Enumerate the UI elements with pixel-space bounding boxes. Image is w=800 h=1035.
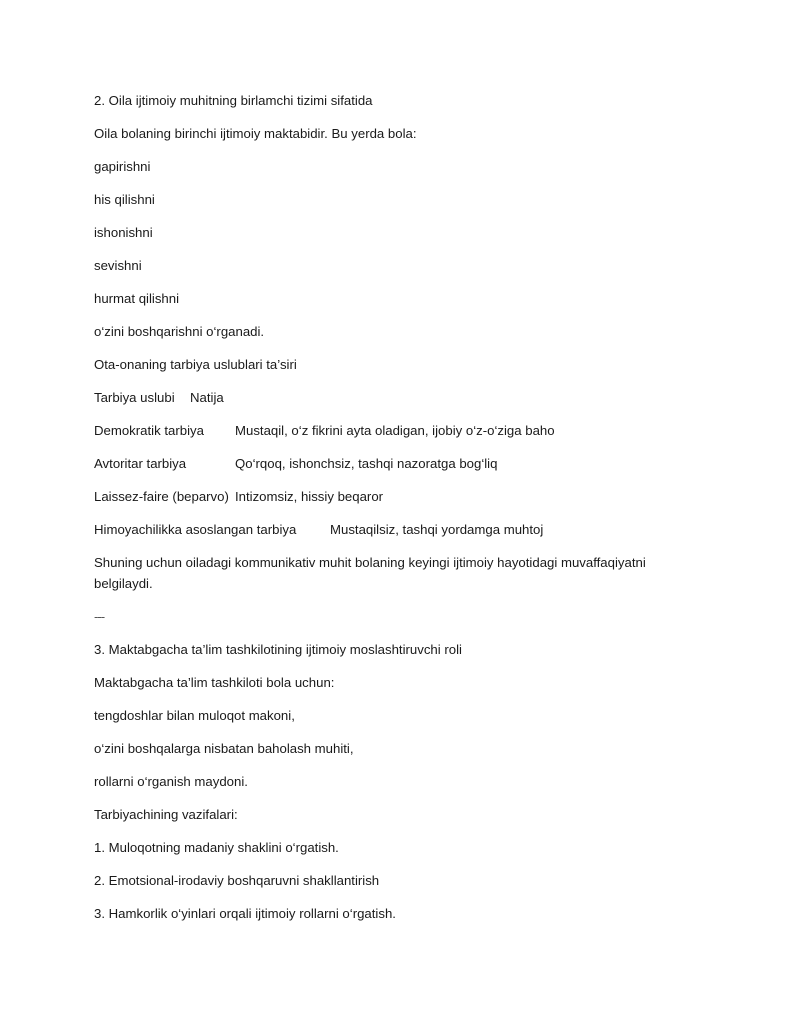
table-header-cell: Tarbiya uslubi <box>94 390 175 405</box>
section-separator: --- <box>94 609 105 624</box>
list-item: o‘zini boshqalarga nisbatan baholash muhiti, <box>94 741 354 756</box>
list-item: rollarni o‘rganish maydoni. <box>94 774 248 789</box>
duties-title: Tarbiyachining vazifalari: <box>94 807 238 822</box>
document-body <box>94 90 694 936</box>
table-header-cell: Natija <box>190 390 224 405</box>
table-title: Ota-onaning tarbiya uslublari ta’siri <box>94 357 297 372</box>
list-item: o‘zini boshqarishni o‘rganadi. <box>94 324 265 339</box>
duty-item: 1. Muloqotning madaniy shaklini o‘rgatish. <box>94 840 339 855</box>
table-cell: Mustaqil, o‘z fikrini ayta oladigan, ijobiy o‘z-o‘ziga baho <box>235 423 555 438</box>
table-cell: Himoyachilikka asoslangan tarbiya <box>94 522 297 537</box>
duty-item: 2. Emotsional-irodaviy boshqaruvni shakllantirish <box>94 873 380 888</box>
table-cell: Avtoritar tarbiya <box>94 456 187 471</box>
table-row <box>94 519 694 540</box>
table-cell: Laissez-faire (beparvo) <box>94 489 229 504</box>
table-cell: Demokratik tarbiya <box>94 423 204 438</box>
list-item: sevishni <box>94 258 142 273</box>
list-item: tengdoshlar bilan muloqot makoni, <box>94 708 295 723</box>
table-header-row <box>94 387 694 408</box>
section-2-conclusion: Shuning uchun oiladagi kommunikativ muhit bolaning keyingi ijtimoiy hayotidagi muvaffaqiyatni belgilaydi. <box>94 555 646 591</box>
table-cell: Mustaqilsiz, tashqi yordamga muhtoj <box>330 522 544 537</box>
list-item: ishonishni <box>94 225 153 240</box>
list-item: gapirishni <box>94 159 151 174</box>
table-row <box>94 420 694 441</box>
section-2-heading: 2. Oila ijtimoiy muhitning birlamchi tizimi sifatida <box>94 93 373 108</box>
table-row <box>94 453 694 474</box>
section-3-heading: 3. Maktabgacha ta’lim tashkilotining ijtimoiy moslashtiruvchi roli <box>94 642 462 657</box>
table-row <box>94 486 694 507</box>
list-item: hurmat qilishni <box>94 291 180 306</box>
table-cell: Intizomsiz, hissiy beqaror <box>235 489 384 504</box>
table-cell: Qo‘rqoq, ishonchsiz, tashqi nazoratga bog‘liq <box>235 456 498 471</box>
duty-item: 3. Hamkorlik o‘yinlari orqali ijtimoiy rollarni o‘rgatish. <box>94 906 396 921</box>
section-2-intro: Oila bolaning birinchi ijtimoiy maktabidir. Bu yerda bola: <box>94 126 417 141</box>
section-3-intro: Maktabgacha ta’lim tashkiloti bola uchun: <box>94 675 335 690</box>
list-item: his qilishni <box>94 192 155 207</box>
